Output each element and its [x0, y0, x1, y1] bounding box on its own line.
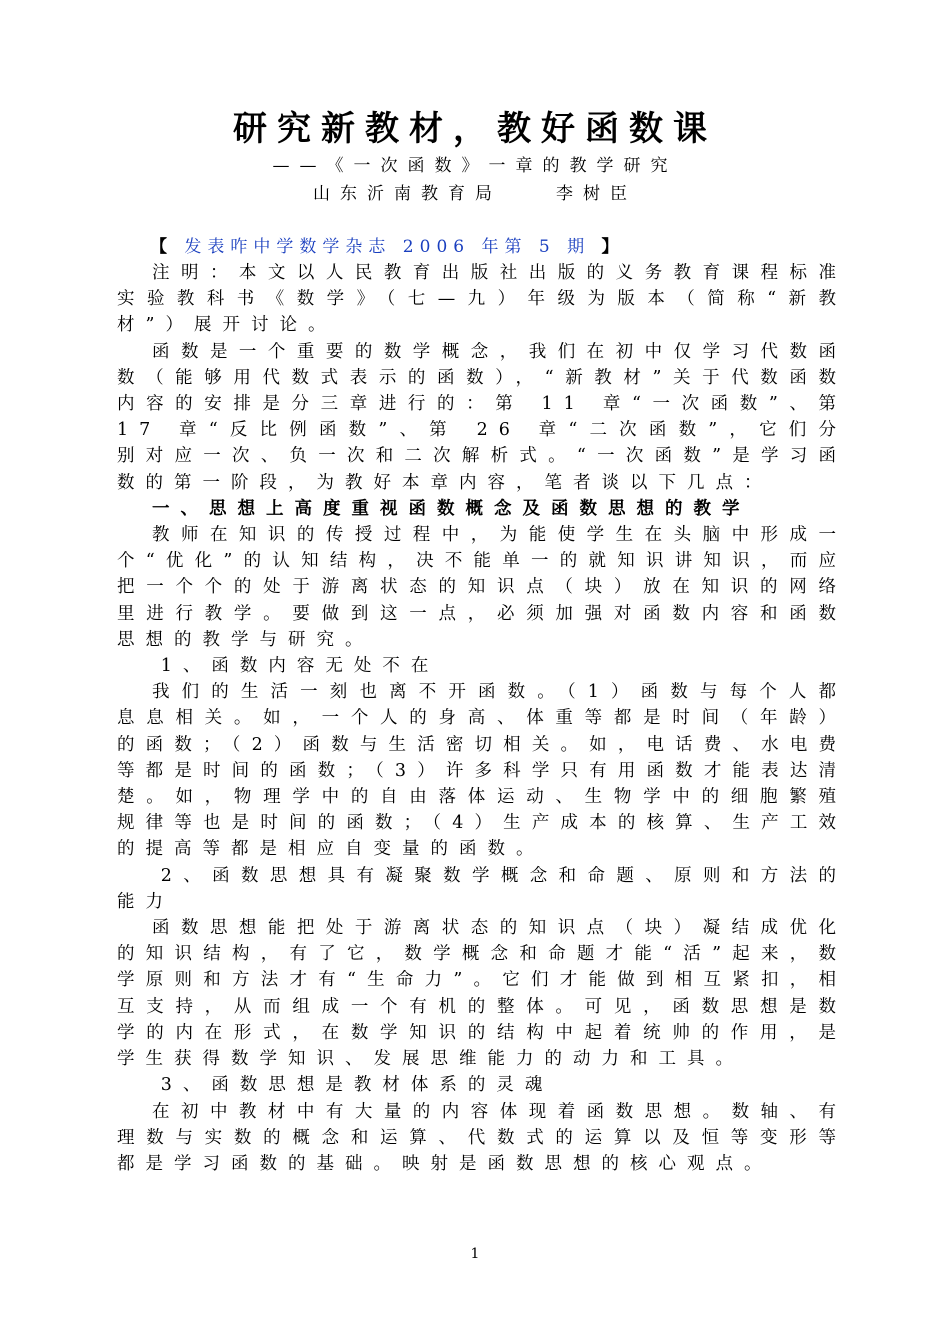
subheading-1: 1、函数内容无处不在: [160, 656, 440, 677]
paragraph-sub-2: 函数思想能把处于游离状态的知识点（块）凝结成优化的知识结构，有了它，数学概念和命题才能“活”起来，数学原则和方法才有“生命力”。它们才能做到相互紧扣，相互支持，从而组成一个有机的整体。可见，函数思想是数学的内在形式，在数学知识的结构中起着统帅的作用，是学生获得数学知识、发展思维能力的动力和工具。: [117, 918, 847, 1070]
publication-source: [150, 234, 625, 260]
subheading-3: 3、函数思想是教材体系的灵魂: [160, 1075, 554, 1096]
article-body: [117, 260, 847, 1177]
subheading-2: 2、函数思想具有凝聚数学概念和命题、原则和方法的能力: [117, 865, 847, 912]
document-title: 研究新教材，教好函数课: [233, 109, 717, 149]
paragraph-section-1: 教师在知识的传授过程中，为能使学生在头脑中形成一个“优化”的认知结构，决不能单一的就知识讲知识，而应把一个个的处于游离状态的知识点（块）放在知识的网络里进行教学。要做到这一点，必须加强对函数内容和函数思想的教学与研究。: [117, 525, 847, 650]
paragraph-intro: 函数是一个重要的数学概念，我们在初中仅学习代数函数（能够用代数式表示的函数），“新教材”关于代数函数内容的安排是分三章进行的：第 11 章“一次函数”、第 17 章“反比例函数”、第 26 章“二次函数”，它们分别对应一次、负一次和二次解析式。“一次函数”是学习函数的第一阶段，为教好本章内容，笔者谈以下几点：: [117, 341, 847, 493]
source-text: 发表咋中学数学杂志 2006 年第 5 期: [184, 237, 591, 257]
paragraph-note: 注明：本文以人民教育出版社出版的义务教育课程标准实验教科书《数学》（七—九）年级为版本（简称“新教材”）展开讨论。: [117, 263, 847, 336]
source-close-bracket: 】: [601, 237, 625, 257]
document-subtitle: ——《一次函数》一章的教学研究: [272, 156, 678, 176]
paragraph-sub-1: 我们的生活一刻也离不开函数。（1）函数与每个人都息息相关。如，一个人的身高、体重等都是时间（年龄）的函数；（2）函数与生活密切相关。如，电话费、水电费等都是时间的函数；（3）许多科学只有用函数才能表达清楚。如，物理学中的自由落体运动、生物学中的细胞繁殖规律等也是时间的函数；（4）生产成本的核算、生产工效的提高等都是相应自变量的函数。: [117, 682, 847, 860]
author-line: 山东沂南教育局 李树臣: [313, 184, 637, 204]
paragraph-sub-3: 在初中教材中有大量的内容体现着函数思想。数轴、有理数与实数的概念和运算、代数式的运算以及恒等变形等都是学习函数的基础。映射是函数思想的核心观点。: [117, 1101, 847, 1174]
source-open-bracket: 【: [150, 237, 173, 257]
page-number: 1: [470, 1246, 480, 1262]
section-heading-1: 一、思想上高度重视函数概念及函数思想的教学: [152, 498, 751, 519]
